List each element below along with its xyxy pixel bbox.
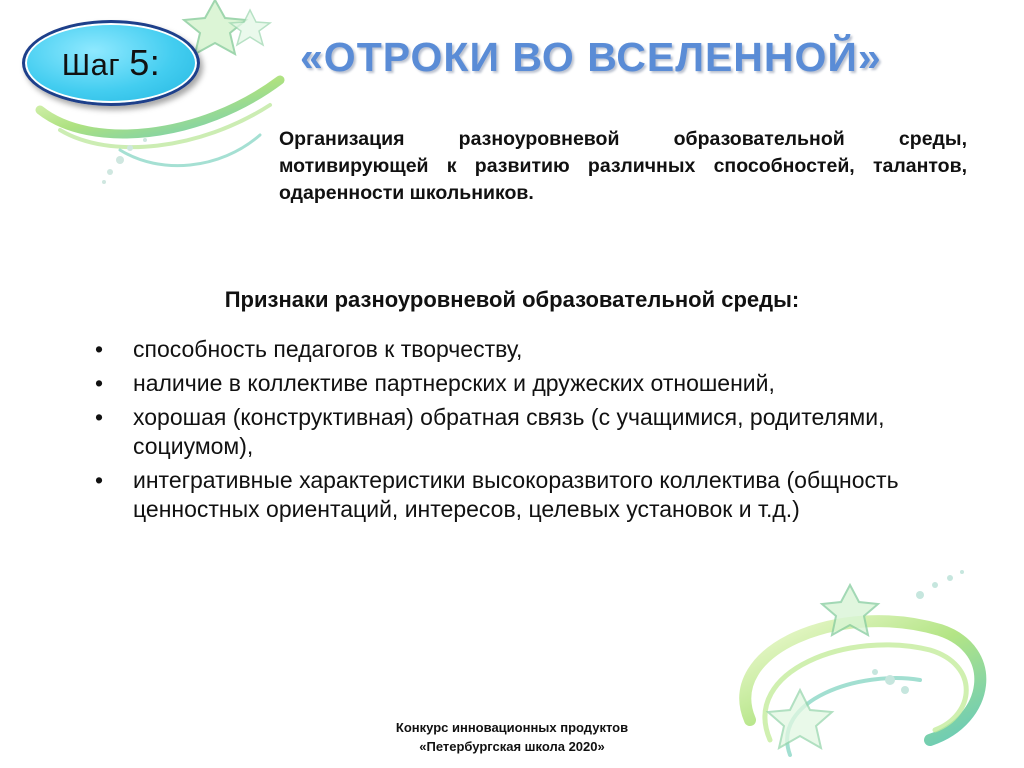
dots: [872, 570, 964, 694]
section-heading: Признаки разноуровневой образовательной среды:: [224, 287, 800, 312]
footer: [0, 718, 1024, 756]
bullet-icon: •: [95, 404, 104, 430]
bullet-icon: •: [95, 467, 104, 493]
swirl-stroke: [120, 135, 260, 166]
step-label-text: Шаг: [61, 47, 121, 82]
swirl-stroke: [60, 105, 270, 147]
footer-line: «Петербургская школа 2020»: [419, 739, 605, 754]
page-title: «ОТРОКИ ВО ВСЕЛЕННОЙ»: [300, 34, 882, 80]
list-item: [95, 466, 965, 524]
list-item-text: интегративные характеристики высокоразвитого коллектива (общность ценностных ориентаций, интересов, целевых установок и т.д.): [133, 467, 899, 522]
star-icon: [822, 585, 878, 635]
list-item: [95, 369, 965, 398]
list-item-text: хорошая (конструктивная) обратная связь (с учащимися, родителями, социумом),: [133, 404, 885, 459]
step-number: 5:: [129, 42, 161, 83]
footer-line: Конкурс инновационных продуктов: [395, 720, 629, 735]
intro-paragraph: Организация разноуровневой образовательной среды, мотивирующей к развитию различных способностей, талантов, одаренности школьников.: [279, 128, 967, 204]
star-icon: [230, 10, 270, 45]
bullet-list: [95, 335, 965, 529]
bullet-icon: •: [95, 370, 104, 396]
list-item: [95, 335, 965, 364]
step-label: [62, 42, 161, 84]
list-item: [95, 403, 965, 461]
step-badge: [22, 20, 200, 106]
bullet-icon: •: [95, 336, 104, 362]
list-item-text: способность педагогов к творчеству,: [133, 336, 523, 362]
list-item-text: наличие в коллективе партнерских и дружеских отношений,: [133, 370, 775, 396]
dots: [102, 138, 147, 184]
